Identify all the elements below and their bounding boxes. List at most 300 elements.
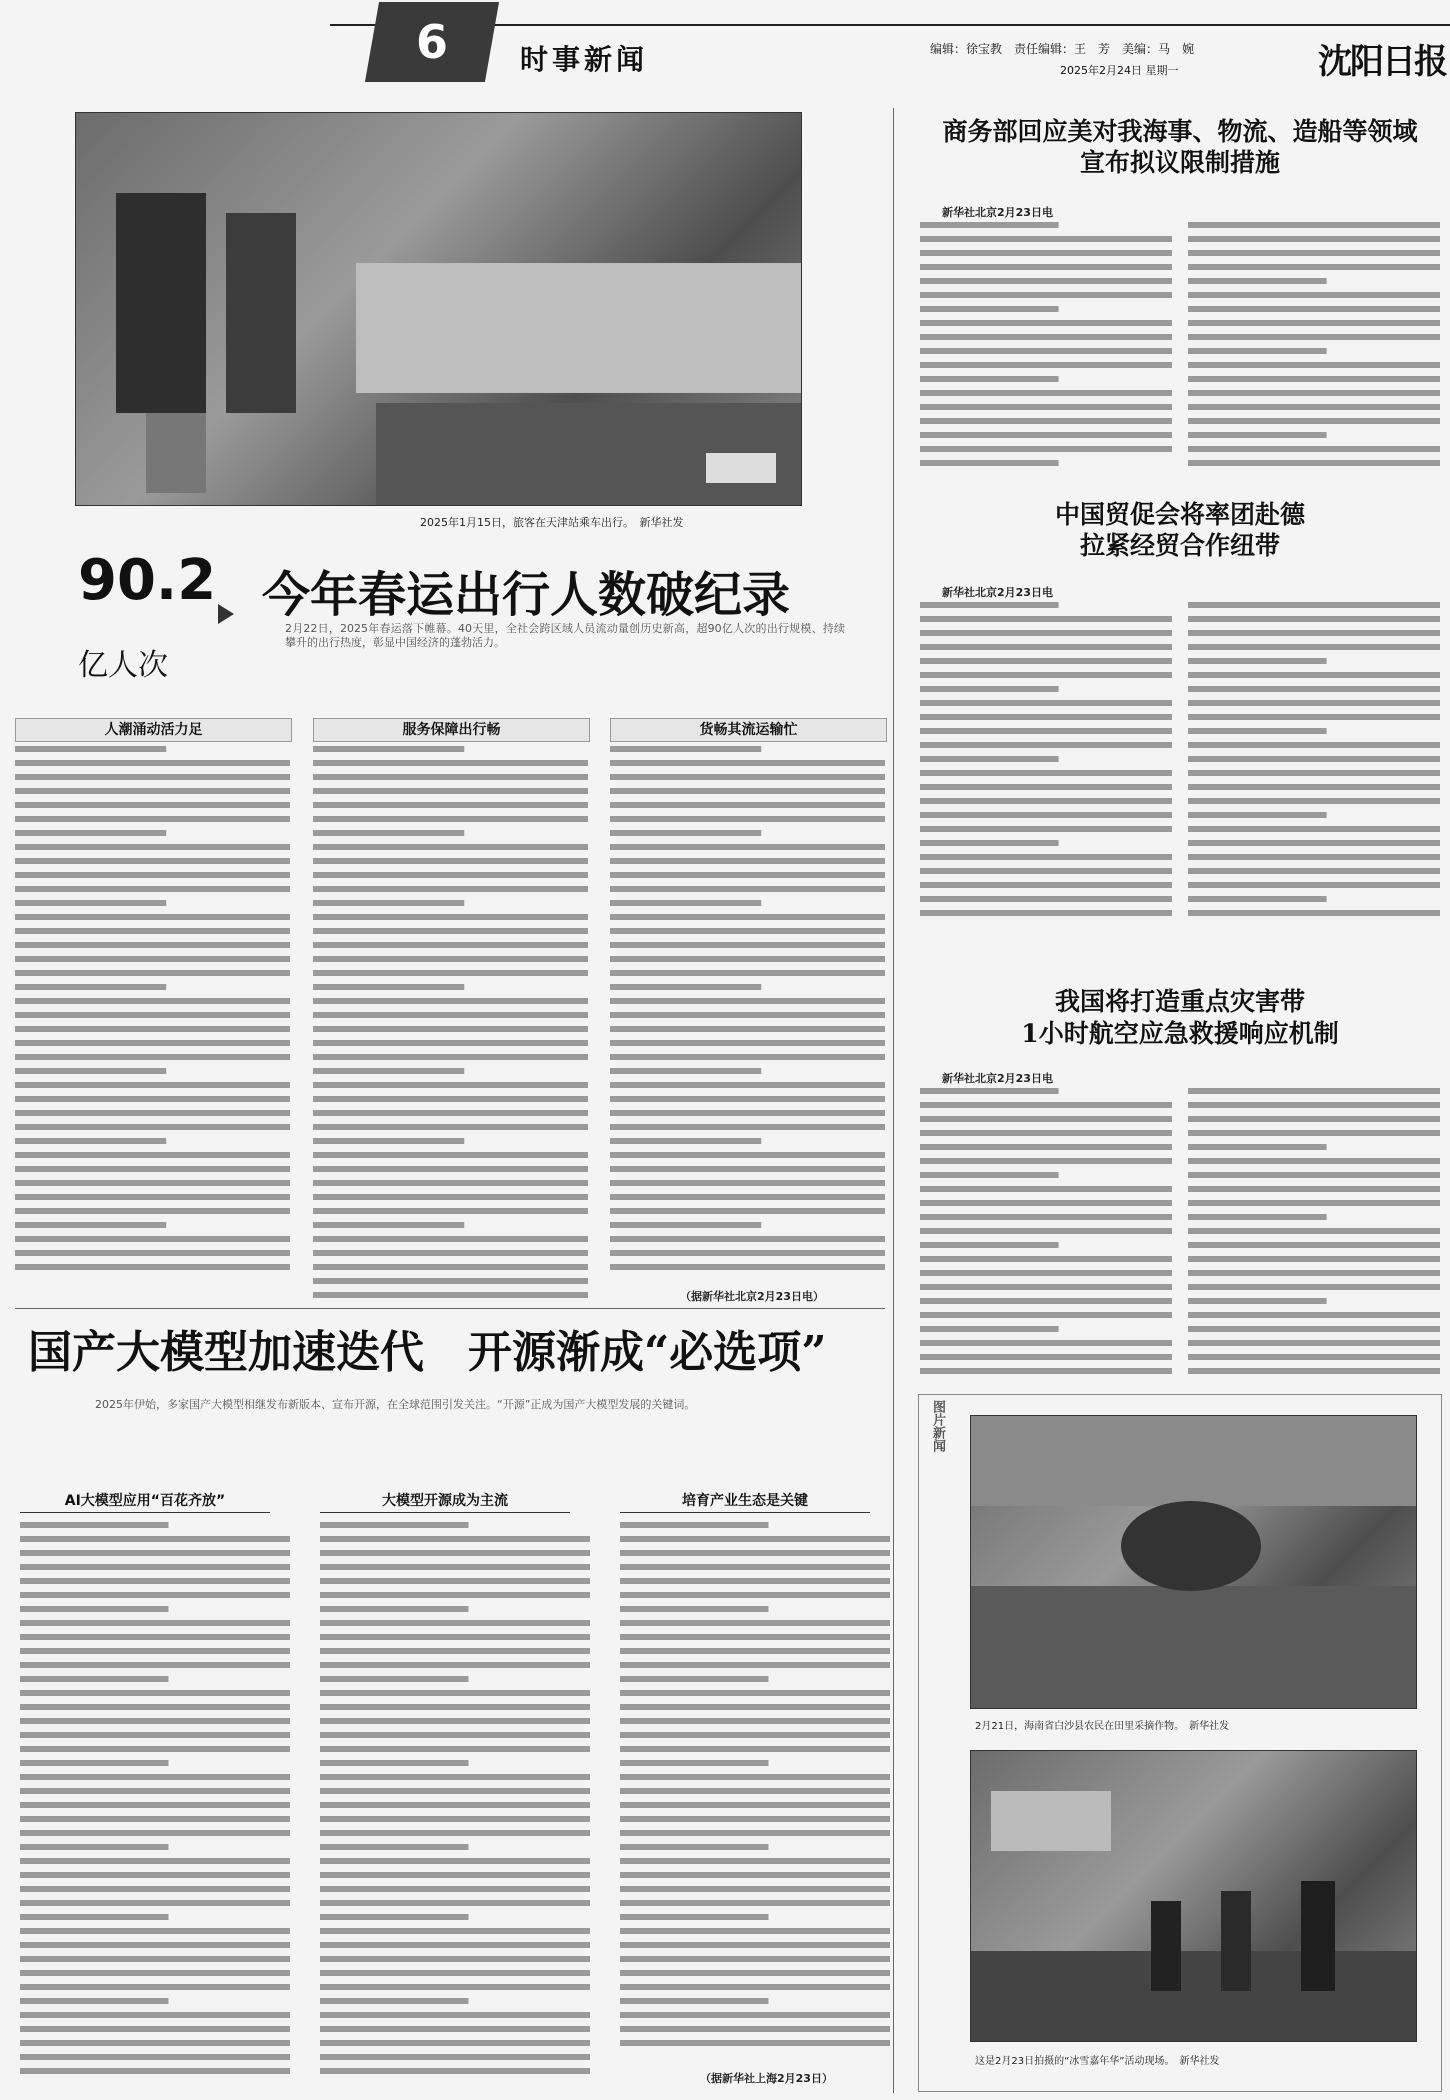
body-text-line <box>15 802 290 808</box>
body-text-line <box>20 2012 290 2018</box>
body-text-line <box>920 756 1059 762</box>
newspaper-logo: 沈阳日报 <box>1318 42 1446 82</box>
body-text-line <box>320 1536 590 1542</box>
body-text-line <box>920 854 1172 860</box>
arrow-icon <box>218 604 234 624</box>
ccpit-headline-1: 中国贸促会将率团赴德 <box>1054 500 1305 529</box>
body-text-line <box>1188 278 1327 284</box>
body-text-line <box>1188 1200 1440 1206</box>
column-1-text-lines <box>15 742 290 1282</box>
body-text-line <box>15 942 290 948</box>
main-column-1 <box>15 742 290 1282</box>
body-text-line <box>20 1522 169 1528</box>
body-text-line <box>1188 756 1440 762</box>
body-text-line <box>920 1242 1059 1248</box>
body-text-line <box>620 1564 890 1570</box>
body-text-line <box>1188 1116 1440 1122</box>
body-text-line <box>15 1250 290 1256</box>
body-text-line <box>610 1040 885 1046</box>
body-text-line <box>1188 630 1440 636</box>
body-text-line <box>920 868 1172 874</box>
body-text-line <box>620 1858 890 1864</box>
body-text-line <box>20 1606 169 1612</box>
body-text-line <box>15 900 166 906</box>
body-text-line <box>320 1620 590 1626</box>
body-text-line <box>920 222 1059 228</box>
photo-news-caption-2: 这是2月23日拍摄的“冰雪嘉年华”活动现场。 新华社发 <box>975 2056 1220 2067</box>
body-text-line <box>20 1746 290 1752</box>
body-text-line <box>920 418 1172 424</box>
body-text-line <box>320 1634 590 1640</box>
body-text-line <box>920 1284 1172 1290</box>
body-text-line <box>920 784 1172 790</box>
body-text-line <box>1188 784 1440 790</box>
body-text-line <box>920 1130 1172 1136</box>
body-text-line <box>15 788 290 794</box>
body-text-line <box>1188 1158 1440 1164</box>
body-text-line <box>620 1648 890 1654</box>
body-text-line <box>620 1816 890 1822</box>
body-text-line <box>920 1270 1172 1276</box>
crowd-illustration <box>971 1751 1416 2041</box>
body-text-line <box>313 984 464 990</box>
body-text-line <box>20 1578 290 1584</box>
commerce-headline-1: 商务部回应美对我海事、物流、造船等领域 <box>942 117 1418 146</box>
section-title: 时事新闻 <box>520 43 649 76</box>
body-text-line <box>320 1844 469 1850</box>
body-text-line <box>610 1194 885 1200</box>
body-text-line <box>620 1928 890 1934</box>
body-text-line <box>620 1970 890 1976</box>
body-text-line <box>920 432 1172 438</box>
body-text-line <box>20 1998 169 2004</box>
commerce-text-lines <box>920 218 1440 468</box>
body-text-line <box>1188 616 1440 622</box>
body-text-line <box>1188 1270 1440 1276</box>
body-text-line <box>20 2068 290 2074</box>
body-text-line <box>313 1250 588 1256</box>
body-text-line <box>610 886 885 892</box>
body-text-line <box>1188 700 1440 706</box>
body-text-line <box>15 844 290 850</box>
body-text-line <box>920 686 1059 692</box>
body-text-line <box>320 1858 590 1864</box>
body-text-line <box>313 928 588 934</box>
body-text-line <box>610 1264 885 1270</box>
body-text-line <box>1188 1368 1440 1374</box>
body-text-line <box>15 1012 290 1018</box>
body-text-line <box>610 1054 885 1060</box>
body-text-line <box>20 1942 290 1948</box>
body-text-line <box>920 1368 1172 1374</box>
body-text-line <box>20 1816 290 1822</box>
body-text-line <box>20 1732 290 1738</box>
body-text-line <box>1188 658 1327 664</box>
body-text-line <box>15 858 290 864</box>
body-text-line <box>1188 742 1440 748</box>
body-text-line <box>15 774 290 780</box>
body-text-line <box>620 1718 890 1724</box>
body-text-line <box>920 250 1172 256</box>
body-text-line <box>15 1040 290 1046</box>
body-text-line <box>920 1228 1172 1234</box>
body-text-line <box>313 1110 588 1116</box>
body-text-line <box>15 1068 166 1074</box>
body-text-line <box>920 840 1059 846</box>
body-text-line <box>20 1802 290 1808</box>
editor-credits: 编辑：徐宝教 责任编辑：王 芳 美编：马 婉 <box>930 42 1195 56</box>
body-text-line <box>620 1550 890 1556</box>
body-text-line <box>15 1124 290 1130</box>
body-text-line <box>1188 250 1440 256</box>
body-text-line <box>920 306 1059 312</box>
body-text-line <box>320 1676 469 1682</box>
body-text-line <box>20 2026 290 2032</box>
body-text-line <box>1188 812 1327 818</box>
body-text-line <box>620 1900 890 1906</box>
body-text-line <box>313 900 464 906</box>
body-text-line <box>620 1774 890 1780</box>
body-text-line <box>620 1942 890 1948</box>
body-text-line <box>313 1236 588 1242</box>
body-text-line <box>1188 1298 1327 1304</box>
body-text-line <box>1188 1088 1440 1094</box>
body-text-line <box>320 1564 590 1570</box>
body-text-line <box>610 1096 885 1102</box>
main-headline: 今年春运出行人数破纪录 <box>262 567 791 623</box>
body-text-line <box>313 1096 588 1102</box>
body-text-line <box>15 886 290 892</box>
ai-column-1-text-lines <box>20 1518 290 2078</box>
body-text-line <box>920 812 1172 818</box>
body-text-line <box>320 1592 590 1598</box>
body-text-line <box>1188 1102 1440 1108</box>
body-text-line <box>15 1194 290 1200</box>
body-text-line <box>320 1886 590 1892</box>
body-text-line <box>920 1116 1172 1122</box>
body-text-line <box>1188 728 1327 734</box>
body-text-line <box>920 658 1172 664</box>
body-text-line <box>320 1522 469 1528</box>
body-text-line <box>610 1250 885 1256</box>
body-text-line <box>313 942 588 948</box>
body-text-line <box>313 1152 588 1158</box>
body-text-line <box>313 1166 588 1172</box>
body-text-line <box>20 1662 290 1668</box>
body-text-line <box>20 1690 290 1696</box>
body-text-line <box>20 1844 169 1850</box>
body-text-line <box>320 1802 590 1808</box>
body-text-line <box>1188 1186 1440 1192</box>
body-text-line <box>1188 882 1440 888</box>
body-text-line <box>20 1956 290 1962</box>
body-text-line <box>20 1830 290 1836</box>
body-text-line <box>1188 348 1327 354</box>
body-text-line <box>920 1340 1172 1346</box>
body-text-line <box>15 998 290 1004</box>
ai-subhead-3: 培育产业生态是关键 <box>620 1490 870 1513</box>
body-text-line <box>1188 672 1440 678</box>
body-text-line <box>610 760 885 766</box>
main-column-2 <box>313 742 588 1302</box>
body-text-line <box>313 1264 588 1270</box>
body-text-line <box>320 2054 590 2060</box>
body-text-line <box>313 830 464 836</box>
ccpit-text-lines <box>920 598 1440 928</box>
body-text-line <box>1188 390 1440 396</box>
body-text-line <box>313 1026 588 1032</box>
main-source: （据新华社北京2月23日电） <box>680 1290 824 1303</box>
body-text-line <box>320 1746 590 1752</box>
body-text-line <box>610 998 885 1004</box>
body-text-line <box>313 1208 588 1214</box>
body-text-line <box>320 1578 590 1584</box>
body-text-line <box>1188 686 1440 692</box>
body-text-line <box>15 928 290 934</box>
body-text-line <box>15 956 290 962</box>
body-text-line <box>313 760 588 766</box>
body-text-line <box>20 1984 290 1990</box>
body-text-line <box>610 830 761 836</box>
body-text-line <box>1188 1340 1440 1346</box>
body-text-line <box>15 1180 290 1186</box>
body-text-line <box>610 1236 885 1242</box>
body-text-line <box>610 1166 885 1172</box>
commerce-dateline: 新华社北京2月23日电 <box>942 206 1053 219</box>
body-text-line <box>20 1774 290 1780</box>
body-text-line <box>15 746 166 752</box>
commerce-headline-2: 宣布拟议限制措施 <box>1079 148 1280 177</box>
body-text-line <box>610 1082 885 1088</box>
body-text-line <box>320 1900 590 1906</box>
ai-column-2-text-lines <box>320 1518 590 2078</box>
body-text-line <box>920 1298 1172 1304</box>
rescue-body <box>920 1084 1440 1384</box>
body-text-line <box>15 1096 290 1102</box>
body-text-line <box>610 900 761 906</box>
body-text-line <box>610 1124 885 1130</box>
body-text-line <box>620 1844 769 1850</box>
body-text-line <box>610 984 761 990</box>
body-text-line <box>20 1900 290 1906</box>
body-text-line <box>313 1292 588 1298</box>
body-text-line <box>15 1138 166 1144</box>
body-text-line <box>1188 236 1440 242</box>
body-text-line <box>320 1732 590 1738</box>
body-text-line <box>15 1222 166 1228</box>
body-text-line <box>620 1690 890 1696</box>
body-text-line <box>20 1564 290 1570</box>
body-text-line <box>320 1928 590 1934</box>
body-text-line <box>920 700 1172 706</box>
body-text-line <box>320 2012 590 2018</box>
body-text-line <box>15 1166 290 1172</box>
body-text-line <box>320 1718 590 1724</box>
body-text-line <box>920 292 1172 298</box>
body-text-line <box>320 1872 590 1878</box>
body-text-line <box>610 1012 885 1018</box>
body-text-line <box>320 2040 590 2046</box>
body-text-line <box>620 1886 890 1892</box>
body-text-line <box>920 798 1172 804</box>
body-text-line <box>1188 1312 1440 1318</box>
body-text-line <box>320 1956 590 1962</box>
body-text-line <box>1188 404 1440 410</box>
body-text-line <box>920 390 1172 396</box>
main-lead: 2月22日，2025年春运落下帷幕。40天里，全社会跨区域人员流动量创历史新高，超90亿人次的出行规模、持续攀升的出行热度，彰显中国经济的蓬勃活力。 <box>285 622 845 649</box>
body-text-line <box>1188 446 1440 452</box>
body-text-line <box>1188 1284 1440 1290</box>
body-text-line <box>620 1998 769 2004</box>
body-text-line <box>610 802 885 808</box>
body-text-line <box>920 644 1172 650</box>
body-text-line <box>1188 644 1440 650</box>
body-text-line <box>920 446 1172 452</box>
ai-headline: 国产大模型加速迭代 开源渐成“必选项” <box>28 1327 827 1378</box>
rescue-headline-1: 我国将打造重点灾害带 <box>1054 987 1305 1016</box>
body-text-line <box>1188 910 1440 916</box>
body-text-line <box>620 1662 890 1668</box>
body-text-line <box>920 1158 1172 1164</box>
body-text-line <box>313 1180 588 1186</box>
body-text-line <box>620 1606 769 1612</box>
body-text-line <box>320 1788 590 1794</box>
body-text-line <box>20 1634 290 1640</box>
issue-date: 2025年2月24日 星期一 <box>1060 64 1179 77</box>
body-text-line <box>920 1172 1059 1178</box>
body-text-line <box>313 1278 588 1284</box>
body-text-line <box>920 376 1059 382</box>
body-text-line <box>620 1984 890 1990</box>
body-text-line <box>620 1536 890 1542</box>
page-number-badge: 6 <box>365 2 499 82</box>
body-text-line <box>610 1068 761 1074</box>
body-text-line <box>20 2040 290 2046</box>
ai-column-1 <box>20 1518 290 2078</box>
body-text-line <box>15 872 290 878</box>
body-text-line <box>920 1326 1059 1332</box>
body-text-line <box>610 928 885 934</box>
body-text-line <box>20 1872 290 1878</box>
body-text-line <box>620 1872 890 1878</box>
ai-lead: 2025年伊始，多家国产大模型相继发布新版本、宣布开源，在全球范围引发关注。“开源”正成为国产大模型发展的关键词。 <box>95 1398 696 1411</box>
body-text-line <box>1188 320 1440 326</box>
body-text-line <box>313 1054 588 1060</box>
column-divider <box>893 108 894 2093</box>
body-text-line <box>1188 840 1440 846</box>
body-text-line <box>320 1830 590 1836</box>
body-text-line <box>920 1102 1172 1108</box>
body-text-line <box>620 1676 769 1682</box>
body-text-line <box>20 1592 290 1598</box>
body-text-line <box>920 728 1172 734</box>
commerce-body <box>920 218 1440 468</box>
body-text-line <box>1188 770 1440 776</box>
body-text-line <box>320 1550 590 1556</box>
body-text-line <box>20 1788 290 1794</box>
body-text-line <box>920 1088 1059 1094</box>
body-text-line <box>20 1550 290 1556</box>
body-text-line <box>620 2040 890 2046</box>
body-text-line <box>20 1676 169 1682</box>
body-text-line <box>920 1144 1172 1150</box>
photo-news-caption-1: 2月21日，海南省白沙县农民在田里采摘作物。 新华社发 <box>975 1721 1230 1732</box>
body-text-line <box>620 1578 890 1584</box>
body-text-line <box>1188 432 1327 438</box>
body-text-line <box>1188 292 1440 298</box>
ai-column-3 <box>620 1518 890 2058</box>
body-text-line <box>320 1704 590 1710</box>
body-text-line <box>1188 376 1440 382</box>
body-text-line <box>320 1690 590 1696</box>
body-text-line <box>313 816 588 822</box>
body-text-line <box>920 264 1172 270</box>
body-text-line <box>610 970 885 976</box>
body-text-line <box>320 1606 469 1612</box>
body-text-line <box>920 278 1172 284</box>
body-text-line <box>320 1816 590 1822</box>
body-text-line <box>15 760 290 766</box>
body-text-line <box>610 942 885 948</box>
body-text-line <box>920 672 1172 678</box>
body-text-line <box>610 1208 885 1214</box>
body-text-line <box>1188 1228 1440 1234</box>
body-text-line <box>20 1704 290 1710</box>
column-3-text-lines <box>610 742 885 1282</box>
body-text-line <box>1188 1354 1440 1360</box>
divider <box>15 1308 885 1309</box>
body-text-line <box>15 1026 290 1032</box>
body-text-line <box>920 236 1172 242</box>
main-column-3 <box>610 742 885 1282</box>
body-text-line <box>320 1774 590 1780</box>
body-text-line <box>610 816 885 822</box>
body-text-line <box>610 746 761 752</box>
body-text-line <box>1188 1144 1327 1150</box>
body-text-line <box>920 1186 1172 1192</box>
body-text-line <box>920 616 1172 622</box>
body-text-line <box>620 1956 890 1962</box>
body-text-line <box>1188 334 1440 340</box>
body-text-line <box>1188 602 1440 608</box>
body-text-line <box>15 1208 290 1214</box>
body-text-line <box>20 1858 290 1864</box>
subhead-3: 货畅其流运输忙 <box>610 718 887 742</box>
photo-news-label: 图片新闻 <box>930 1400 945 1452</box>
body-text-line <box>920 910 1172 916</box>
train-platform-illustration <box>76 113 801 505</box>
body-text-line <box>1188 1130 1440 1136</box>
body-text-line <box>610 1110 885 1116</box>
ai-source: （据新华社上海2月23日） <box>700 2072 833 2085</box>
body-text-line <box>920 320 1172 326</box>
body-text-line <box>320 1914 469 1920</box>
body-text-line <box>920 348 1172 354</box>
body-text-line <box>1188 418 1440 424</box>
body-text-line <box>620 1592 890 1598</box>
ai-column-3-text-lines <box>620 1518 890 2058</box>
body-text-line <box>610 774 885 780</box>
body-text-line <box>20 1970 290 1976</box>
body-text-line <box>610 1222 761 1228</box>
stat-number: 90.2 <box>78 548 217 613</box>
body-text-line <box>1188 222 1440 228</box>
body-text-line <box>1188 826 1440 832</box>
body-text-line <box>920 630 1172 636</box>
body-text-line <box>320 1998 469 2004</box>
body-text-line <box>1188 264 1440 270</box>
body-text-line <box>920 1200 1172 1206</box>
